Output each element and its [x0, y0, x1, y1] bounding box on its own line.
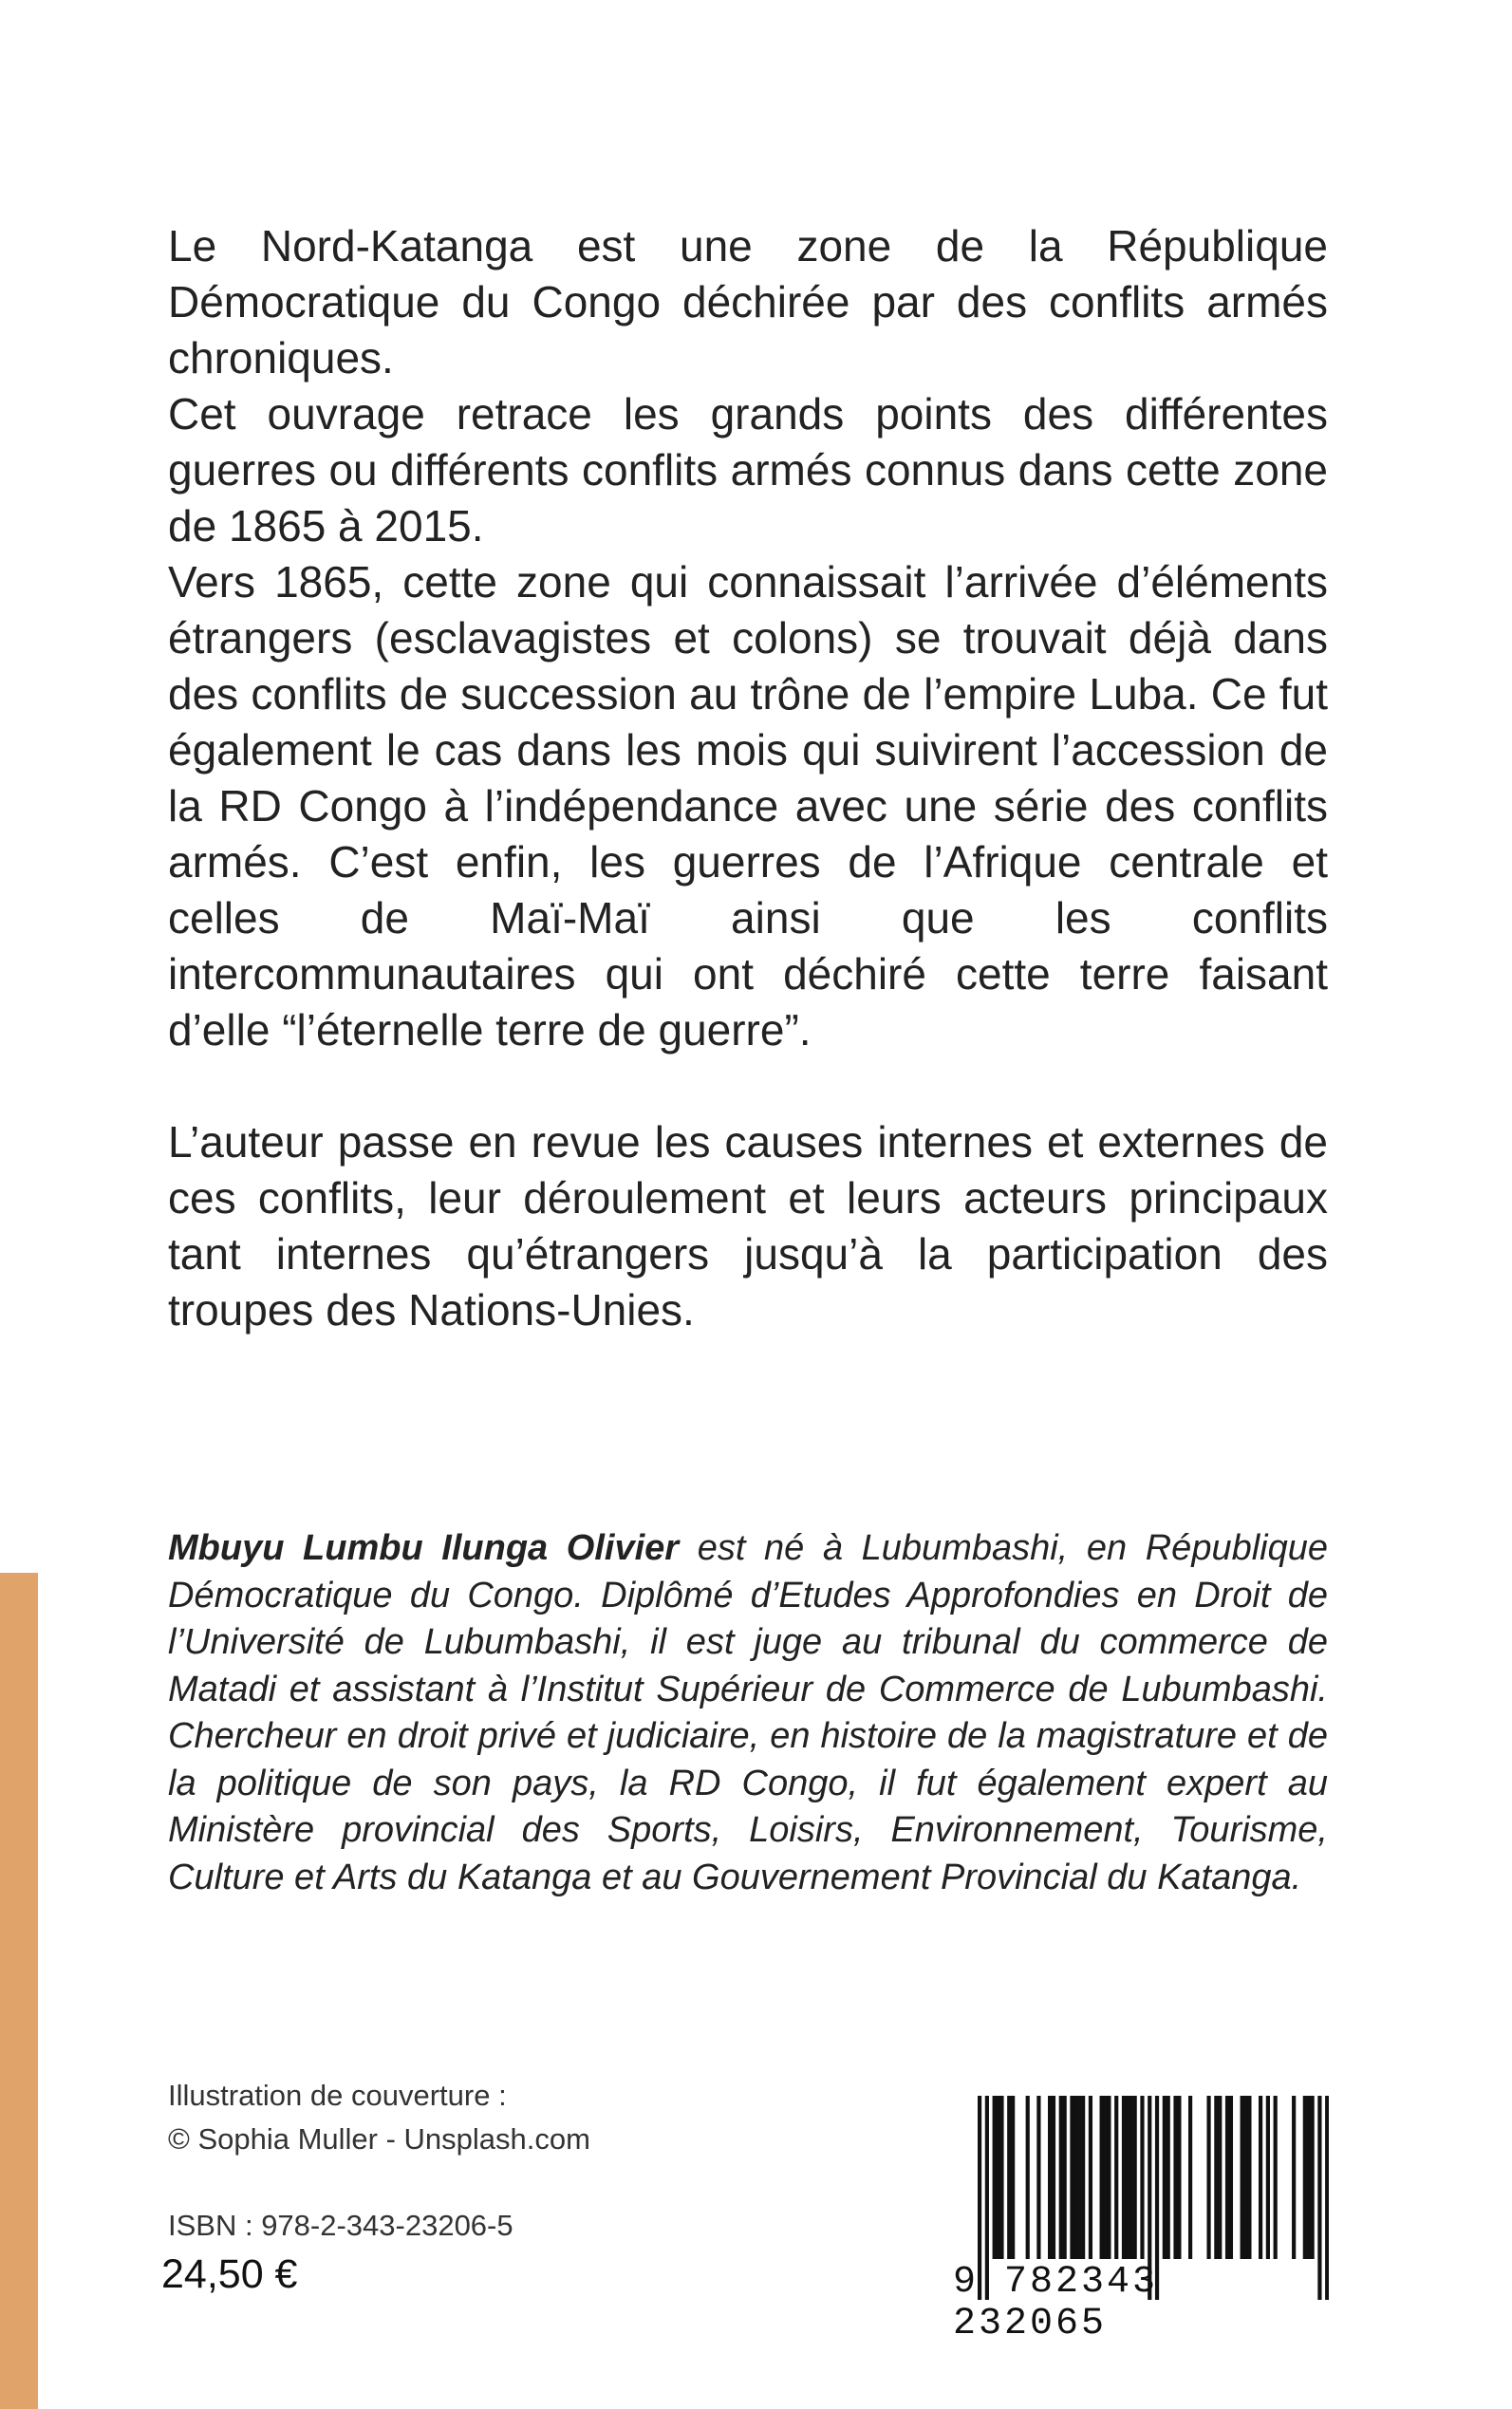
- barcode-bar: [999, 2096, 1003, 2259]
- barcode-bar: [1077, 2096, 1081, 2259]
- author-name: Mbuyu Lumbu Ilunga Olivier: [168, 1528, 680, 1568]
- barcode-bar: [1070, 2096, 1073, 2259]
- barcode-bar: [1011, 2096, 1015, 2259]
- barcode-bar: [1129, 2096, 1133, 2259]
- barcode-bar: [1026, 2096, 1030, 2259]
- barcode-bar: [1081, 2096, 1085, 2259]
- price: 24,50 €: [161, 2251, 298, 2297]
- summary-paragraph-4: L’auteur passe en revue les causes internes et externes de ces conflits, leur déroulement et leurs acteurs principaux tant internes qu’étrangers jusqu’à la participation des troupes des Nations-Unies.: [168, 1117, 1328, 1335]
- barcode-bar: [1100, 2096, 1104, 2259]
- barcode-bar: [1259, 2096, 1262, 2259]
- barcode-bar: [1140, 2096, 1144, 2259]
- credits-source: © Sophia Muller - Unsplash.com: [168, 2122, 590, 2156]
- barcode-bar: [993, 2096, 997, 2259]
- barcode-bar: [1303, 2096, 1307, 2259]
- barcode-bar: [996, 2096, 999, 2259]
- barcode-bar: [1218, 2096, 1222, 2259]
- cover-credits: [168, 2074, 590, 2161]
- barcode-bar: [1225, 2096, 1229, 2259]
- barcode-bar: [1133, 2096, 1137, 2259]
- barcode-bar: [1036, 2096, 1040, 2259]
- barcode-first-digit: 9: [953, 2261, 980, 2304]
- barcode-bar: [1274, 2096, 1278, 2259]
- barcode-bar: [1173, 2096, 1177, 2259]
- spine-color-strip: [0, 1573, 38, 2409]
- barcode-bar: [1114, 2096, 1118, 2259]
- barcode-bar: [1241, 2096, 1244, 2259]
- barcode-bar: [1052, 2096, 1055, 2259]
- barcode-bar: [1073, 2096, 1077, 2259]
- barcode-bar: [1229, 2096, 1233, 2259]
- barcode-bar: [1167, 2096, 1170, 2259]
- summary-paragraph-2: Cet ouvrage retrace les grands points des différentes guerres ou différents conflits armés connus dans cette zone de 1865 à 2015.: [168, 389, 1328, 551]
- barcode-bar: [1311, 2096, 1315, 2259]
- barcode-bar: [1206, 2096, 1210, 2259]
- barcode-bar: [1126, 2096, 1129, 2259]
- credits-label: Illustration de couverture :: [168, 2079, 507, 2112]
- barcode-bar: [1188, 2096, 1192, 2259]
- barcode-bar: [1247, 2096, 1251, 2259]
- barcode-bar: [1266, 2096, 1270, 2259]
- barcode-bar: [1063, 2096, 1067, 2259]
- barcode-bar: [1103, 2096, 1107, 2259]
- barcode-bar: [1059, 2096, 1063, 2259]
- barcode-digits: [953, 2262, 1333, 2345]
- barcode-right-group: 232065: [953, 2303, 1108, 2345]
- barcode-bar: [1122, 2096, 1126, 2259]
- barcode-bar: [1163, 2096, 1167, 2259]
- barcode-bar: [1243, 2096, 1247, 2259]
- barcode-bar: [1048, 2096, 1052, 2259]
- barcode-bar: [1089, 2096, 1092, 2259]
- barcode-left-group: 782343: [1004, 2261, 1159, 2304]
- barcode-bar: [1307, 2096, 1311, 2259]
- author-bio-text: est né à Lubumbashi, en République Démocratique du Congo. Diplômé d’Etudes Approfondies en Droit de l’Université de Lubumbashi, il est juge au tribunal du commerce de Matadi et assistant à l’Institut Supérieur de Commerce de Lubumbashi. Chercheur en droit privé et judiciaire, en histoire de la magistrature et de la politique de son pays, la RD Congo, il fut également expert au Ministère provincial des Sports, Loisirs, Environnement, Tourisme, Culture et Arts du Katanga et au Gouvernement Provincial du Katanga.: [168, 1528, 1329, 1897]
- summary-paragraph-1: Le Nord-Katanga est une zone de la République Démocratique du Congo déchirée par des conflits armés chroniques.: [168, 221, 1328, 383]
- barcode-bar: [1177, 2096, 1181, 2259]
- barcode-bar: [1214, 2096, 1218, 2259]
- barcode-bar: [1292, 2096, 1296, 2259]
- summary-paragraph-3: Vers 1865, cette zone qui connaissait l’arrivée d’éléments étrangers (esclavagistes et colons) se trouvait déjà dans des conflits de succession au trône de l’empire Luba. Ce fut également le cas dans les mois qui suivirent l’accession de la RD Congo à l’indépendance avec une série des conflits armés. C’est enfin, les guerres de l’Afrique centrale et celles de Maï-Maï ainsi que les conflits intercommunautaires qui ont déchiré cette terre faisant d’elle “l’éternelle terre de guerre”.: [168, 557, 1328, 1055]
- isbn-number: ISBN : 978-2-343-23206-5: [168, 2209, 513, 2242]
- author-bio: [168, 1525, 1328, 1901]
- book-summary: [168, 218, 1328, 1338]
- barcode-bar: [1107, 2096, 1111, 2259]
- barcode-bar: [1007, 2096, 1011, 2259]
